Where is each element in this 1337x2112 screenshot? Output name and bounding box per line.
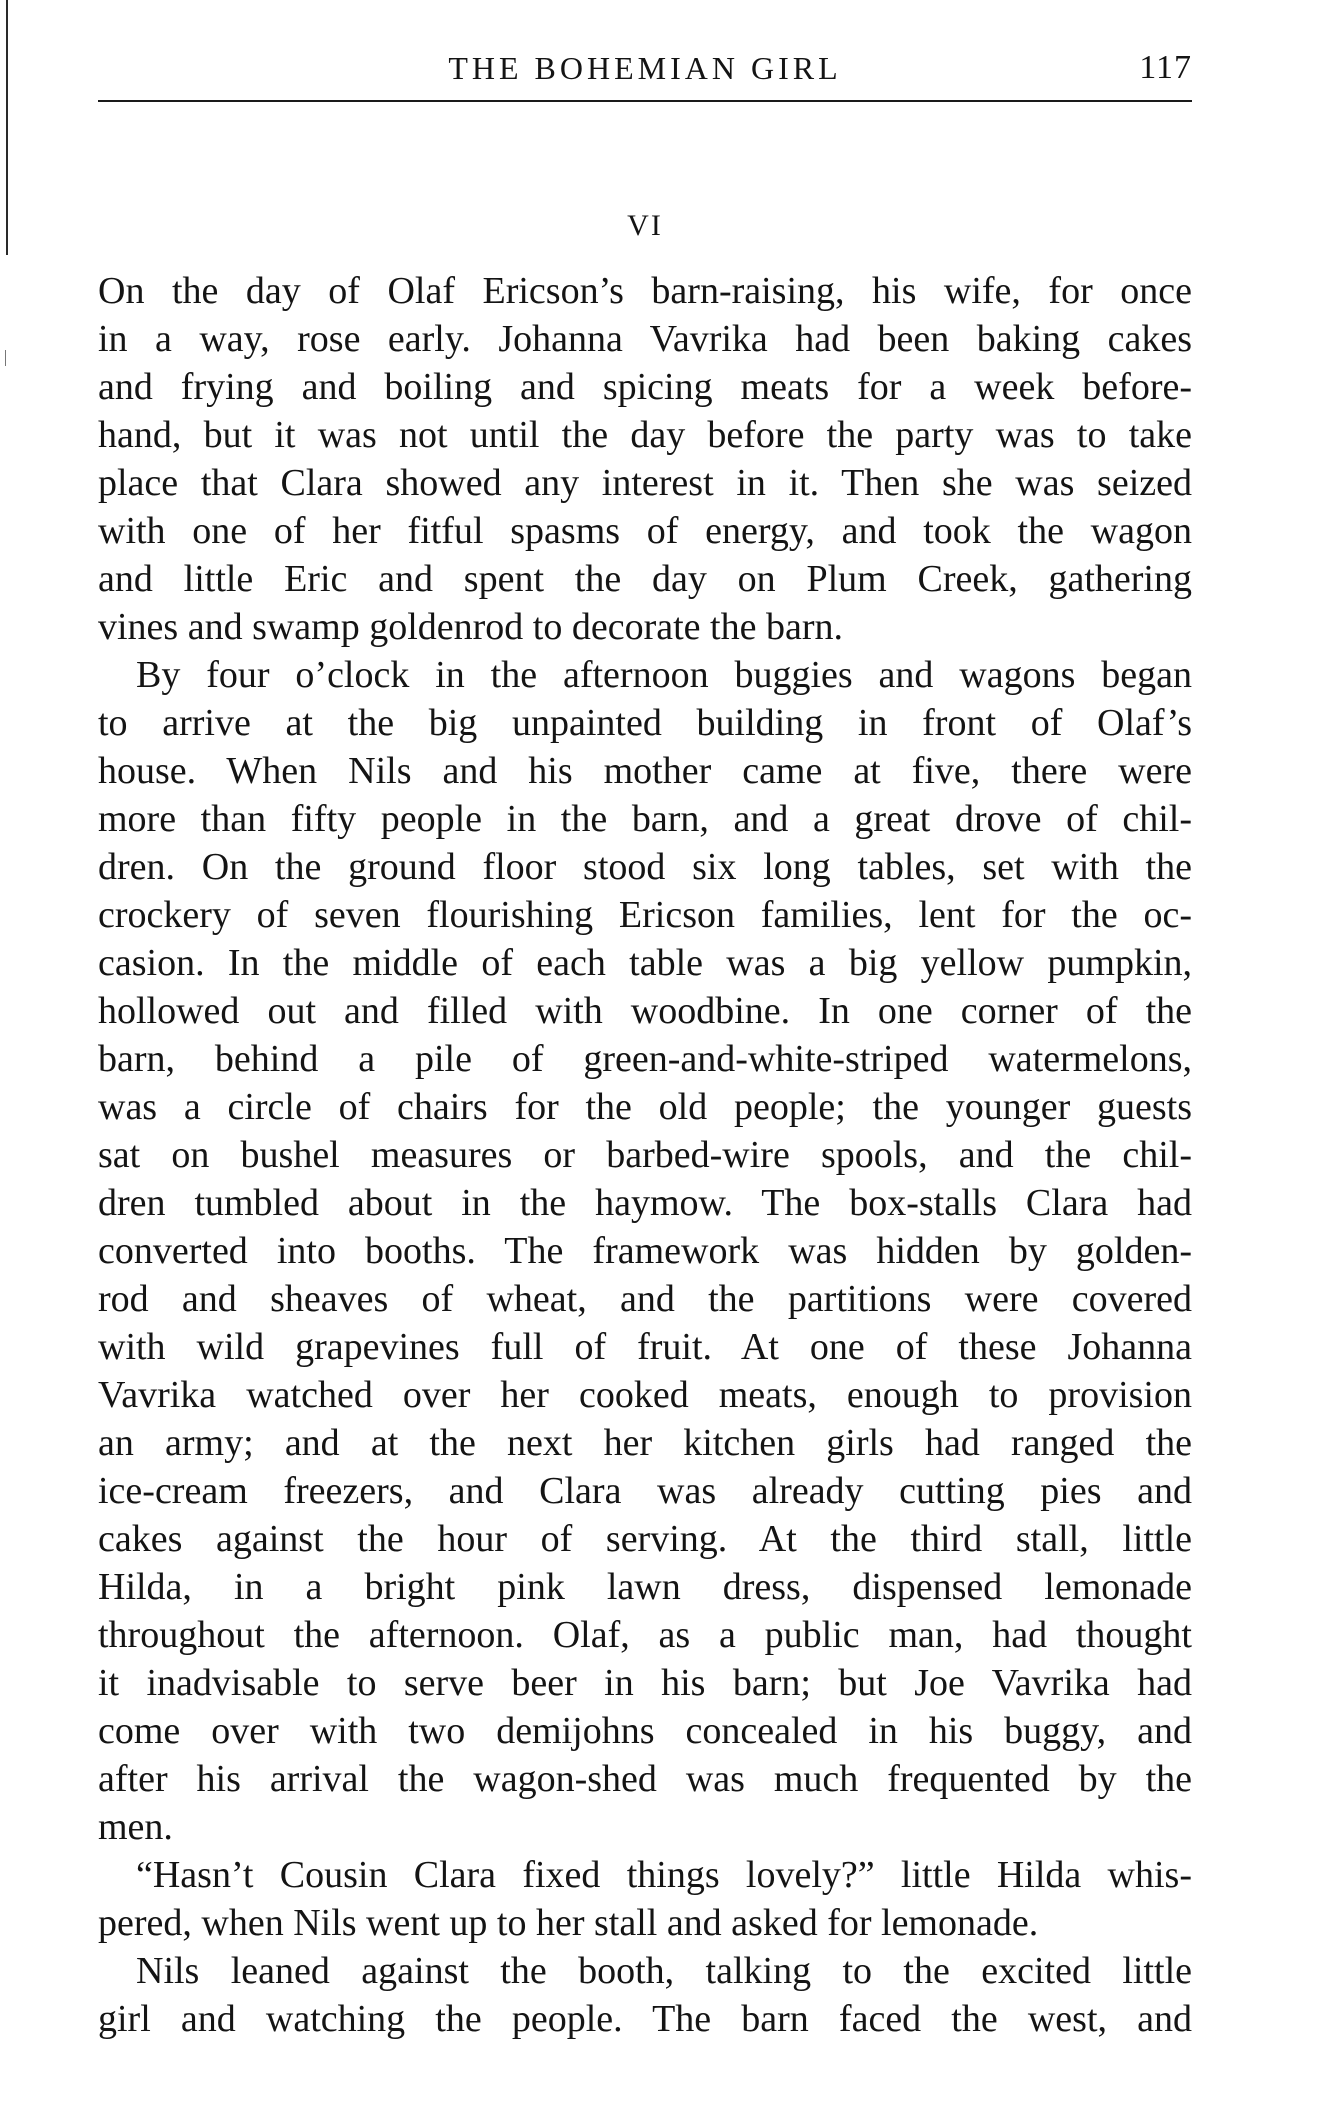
- running-head: [98, 44, 1192, 100]
- page-number: 117: [1139, 49, 1192, 86]
- text-line: Nils leaned against the booth, talking to the excited little: [136, 1950, 1192, 1992]
- scan-edge-line: [6, 0, 8, 255]
- header-rule: [98, 100, 1192, 102]
- text-line: By four o’clock in the afternoon buggies and wagons began: [136, 654, 1192, 696]
- text-line: house. When Nils and his mother came at five, there were: [98, 750, 1192, 792]
- text-line: hollowed out and filled with woodbine. In one corner of the: [98, 990, 1192, 1032]
- text-line: sat on bushel measures or barbed-wire spools, and the chil-: [98, 1134, 1192, 1176]
- text-line: to arrive at the big unpainted building in front of Olaf’s: [98, 702, 1192, 744]
- text-line: crockery of seven flourishing Ericson families, lent for the oc-: [98, 894, 1192, 936]
- text-line: ice-cream freezers, and Clara was already cutting pies and: [98, 1470, 1192, 1512]
- text-line: with one of her fitful spasms of energy, and took the wagon: [98, 510, 1192, 552]
- text-line: men.: [98, 1806, 173, 1848]
- text-line: Hilda, in a bright pink lawn dress, dispensed lemonade: [98, 1566, 1192, 1608]
- chapter-number: VI: [627, 209, 663, 242]
- text-line: rod and sheaves of wheat, and the partitions were covered: [98, 1278, 1192, 1320]
- text-line: it inadvisable to serve beer in his barn; but Joe Vavrika had: [98, 1662, 1192, 1704]
- text-line: dren. On the ground floor stood six long tables, set with the: [98, 846, 1192, 888]
- text-line: girl and watching the people. The barn faced the west, and: [98, 1998, 1192, 2040]
- text-line: cakes against the hour of serving. At the third stall, little: [98, 1518, 1192, 1560]
- text-line: converted into booths. The framework was hidden by golden-: [98, 1230, 1192, 1272]
- text-line: hand, but it was not until the day before the party was to take: [98, 414, 1192, 456]
- text-line: On the day of Olaf Ericson’s barn-raising, his wife, for once: [98, 270, 1192, 312]
- text-line: Vavrika watched over her cooked meats, enough to provision: [98, 1374, 1192, 1416]
- text-line: in a way, rose early. Johanna Vavrika had been baking cakes: [98, 318, 1192, 360]
- text-line: an army; and at the next her kitchen girls had ranged the: [98, 1422, 1192, 1464]
- text-line: dren tumbled about in the haymow. The box-stalls Clara had: [98, 1182, 1192, 1224]
- text-line: pered, when Nils went up to her stall and asked for lemonade.: [98, 1902, 1039, 1944]
- text-line: and little Eric and spent the day on Plum Creek, gathering: [98, 558, 1192, 600]
- text-line: “Hasn’t Cousin Clara fixed things lovely?” little Hilda whis-: [136, 1854, 1192, 1896]
- body-text: [98, 267, 1192, 2043]
- text-line: barn, behind a pile of green-and-white-striped watermelons,: [98, 1038, 1192, 1080]
- text-line: casion. In the middle of each table was a big yellow pumpkin,: [98, 942, 1192, 984]
- text-line: place that Clara showed any interest in it. Then she was seized: [98, 462, 1192, 504]
- running-title: THE BOHEMIAN GIRL: [448, 50, 842, 86]
- text-line: more than fifty people in the barn, and a great drove of chil-: [98, 798, 1192, 840]
- scan-mark: [5, 350, 6, 366]
- text-line: come over with two demijohns concealed in his buggy, and: [98, 1710, 1192, 1752]
- text-line: was a circle of chairs for the old people; the younger guests: [98, 1086, 1192, 1128]
- text-line: and frying and boiling and spicing meats for a week before-: [98, 366, 1192, 408]
- text-line: vines and swamp goldenrod to decorate the barn.: [98, 606, 843, 648]
- text-line: after his arrival the wagon-shed was much frequented by the: [98, 1758, 1192, 1800]
- text-line: throughout the afternoon. Olaf, as a public man, had thought: [98, 1614, 1192, 1656]
- text-line: with wild grapevines full of fruit. At one of these Johanna: [98, 1326, 1192, 1368]
